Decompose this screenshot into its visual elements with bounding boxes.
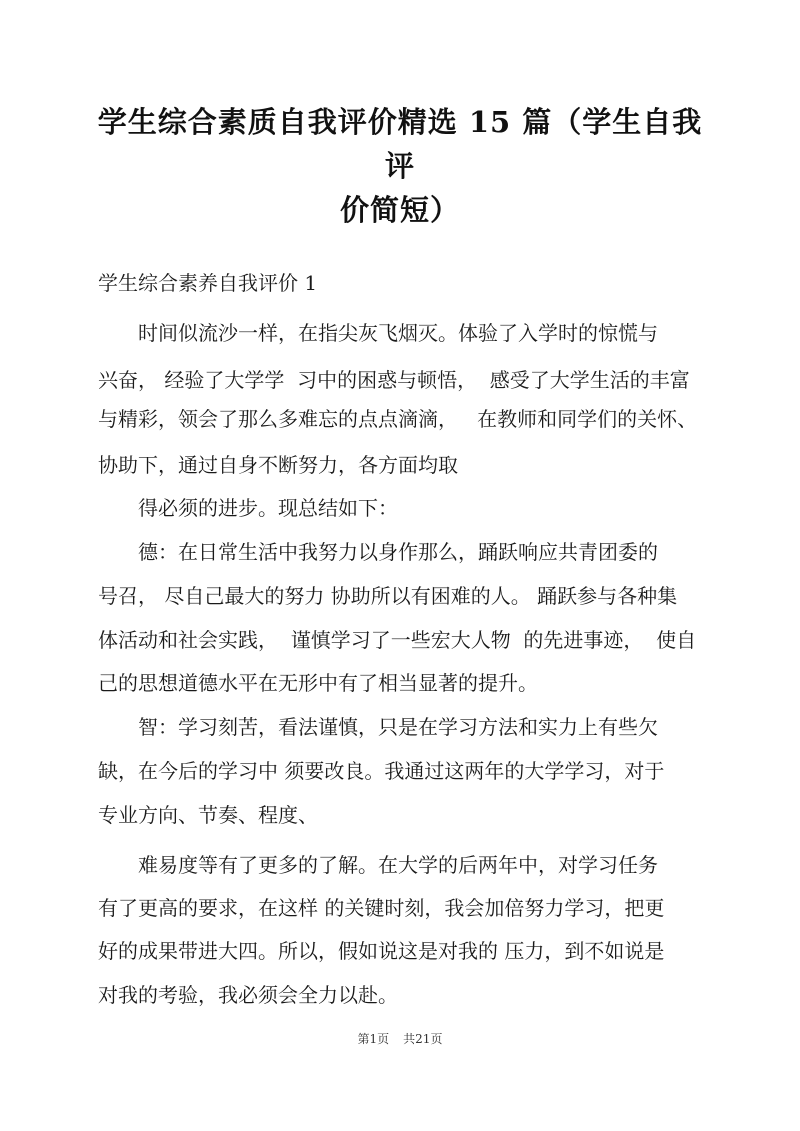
page-total: 共21页 bbox=[403, 1032, 443, 1046]
body-line: 专业方向、节奏、程度、 bbox=[98, 803, 318, 827]
page-footer bbox=[0, 1031, 800, 1047]
document-title bbox=[90, 100, 710, 232]
body-line: 难易度等有了更多的了解。在大学的后两年中，对学习任务 bbox=[98, 853, 658, 877]
body-line: 己的思想道德水平在无形中有了相当显著的提升。 bbox=[98, 671, 538, 695]
page-number: 第1页 bbox=[357, 1032, 390, 1046]
body-line: 体活动和社会实践， 谨慎学习了一些宏大人物 的先进事迹， 使自 bbox=[98, 628, 697, 652]
body-line: 兴奋， 经验了大学学 习中的困惑与顿悟， 感受了大学生活的丰富 bbox=[98, 368, 690, 392]
body-line: 有了更高的要求，在这样 的关键时刻，我会加倍努力学习，把更 bbox=[98, 896, 665, 920]
body-line: 号召， 尽自己最大的努力 协助所以有困难的人。 踊跃参与各种集 bbox=[98, 584, 678, 608]
body-line: 对我的考验，我必须会全力以赴。 bbox=[98, 983, 398, 1007]
body-line: 得必须的进步。现总结如下： bbox=[98, 496, 398, 520]
body-line: 缺，在今后的学习中 须要改良。我通过这两年的大学学习，对于 bbox=[98, 759, 665, 783]
body-line: 德：在日常生活中我努力以身作那么，踊跃响应共青团委的 bbox=[98, 540, 658, 564]
title-line-2: 价简短） bbox=[339, 193, 460, 227]
section-heading: 学生综合素养自我评价 1 bbox=[98, 271, 318, 295]
title-line-1: 学生综合素质自我评价精选 15 篇（学生自我评 bbox=[97, 105, 703, 183]
body-line: 时间似流沙一样，在指尖灰飞烟灭。体验了入学时的惊慌与 bbox=[98, 321, 658, 345]
body-line: 协助下，通过自身不断努力，各方面均取 bbox=[98, 453, 458, 477]
body-line: 与精彩，领会了那么多难忘的点点滴滴， 在教师和同学们的关怀、 bbox=[98, 407, 698, 431]
body-line: 智：学习刻苦，看法谨慎，只是在学习方法和实力上有些欠 bbox=[98, 715, 658, 739]
body-line: 好的成果带进大四。所以，假如说这是对我的 压力，到不如说是 bbox=[98, 939, 665, 963]
